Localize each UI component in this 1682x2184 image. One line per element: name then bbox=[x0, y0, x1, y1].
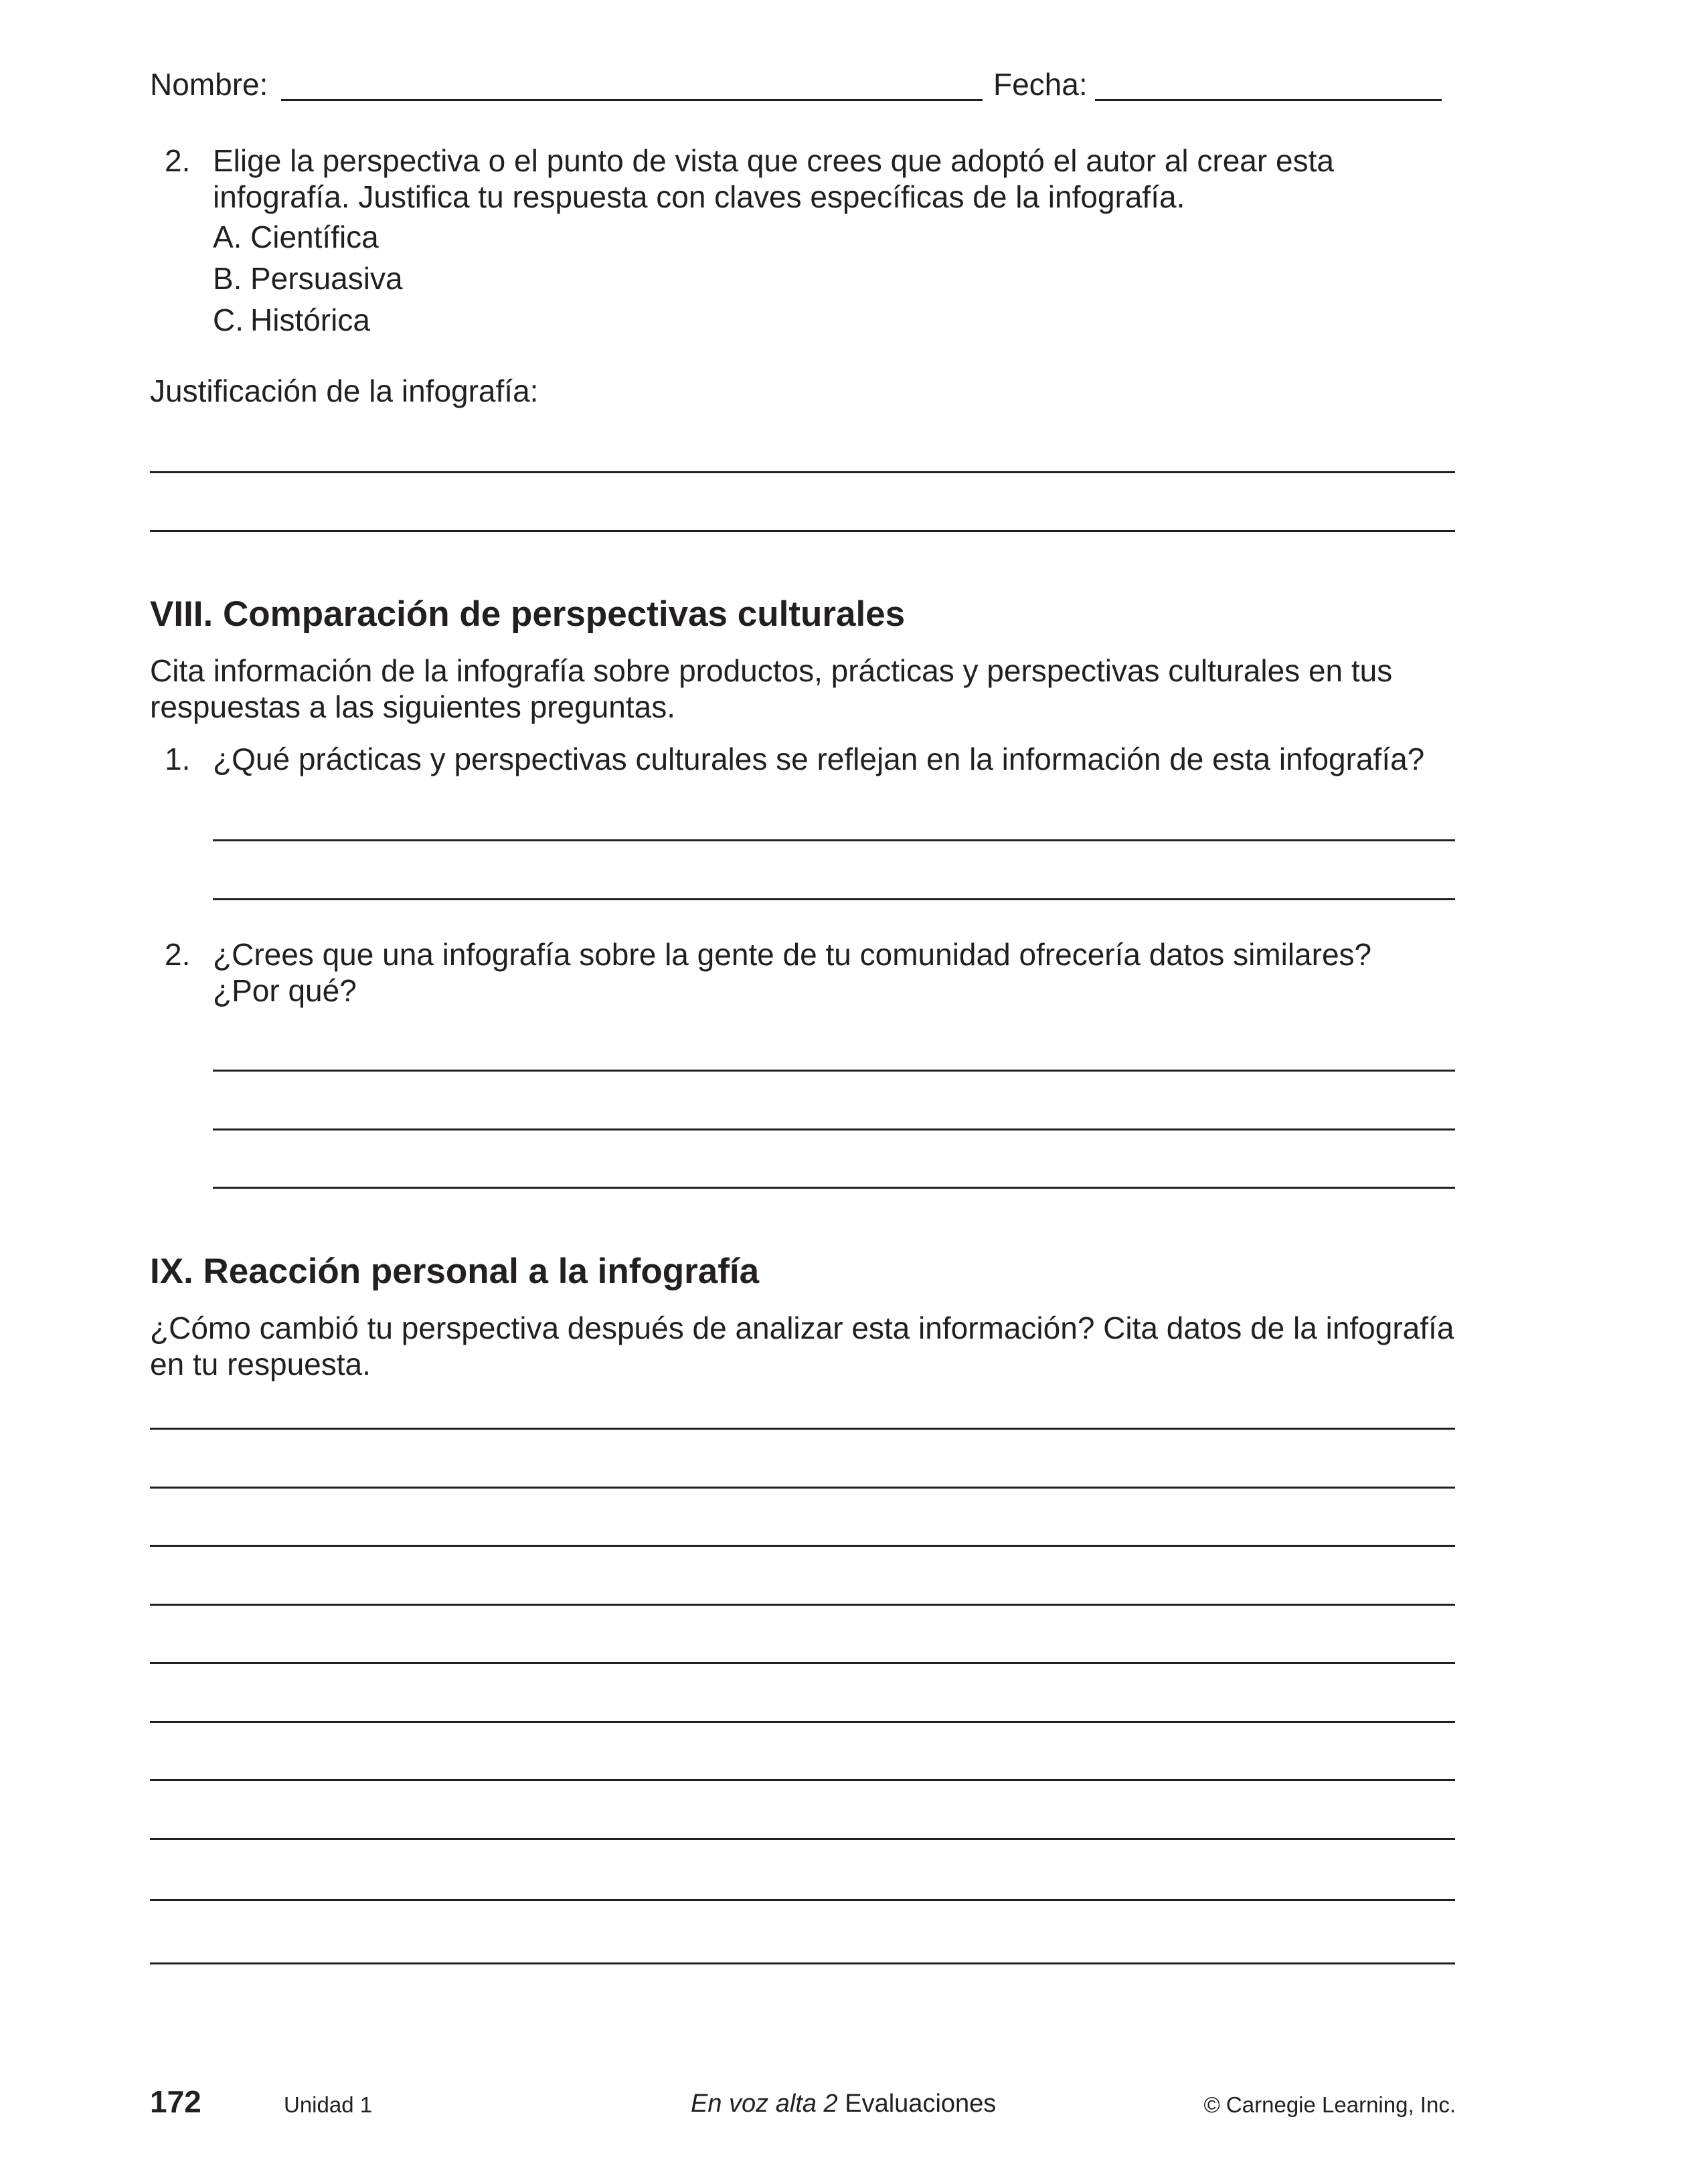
section-intro-line-2: respuestas a las siguientes preguntas. bbox=[150, 689, 676, 724]
answer-line[interactable] bbox=[150, 1428, 1455, 1430]
section-title: VIII. Comparación de perspectivas culturales bbox=[150, 594, 906, 634]
section-title: IX. Reacción personal a la infografía bbox=[150, 1252, 760, 1291]
option-letter: B. bbox=[213, 261, 242, 296]
page-number: 172 bbox=[150, 2084, 201, 2119]
answer-line[interactable] bbox=[213, 898, 1455, 900]
footer-unit: Unidad 1 bbox=[284, 2092, 373, 2117]
question-number: 2. bbox=[165, 937, 191, 972]
answer-line[interactable] bbox=[150, 1604, 1455, 1606]
footer-book bbox=[691, 2088, 996, 2119]
answer-line[interactable] bbox=[150, 1487, 1455, 1489]
question-text-line-1: Elige la perspectiva o el punto de vista que crees que adoptó el autor al crear esta bbox=[213, 143, 1334, 178]
answer-line[interactable] bbox=[150, 1662, 1455, 1664]
answer-line[interactable] bbox=[150, 1721, 1455, 1723]
section-prompt-line-1: ¿Cómo cambió tu perspectiva después de analizar esta información? Cita datos de la infografía bbox=[150, 1311, 1454, 1345]
answer-line[interactable] bbox=[213, 1128, 1455, 1130]
name-field[interactable] bbox=[281, 99, 983, 101]
section-intro-line-1: Cita información de la infografía sobre productos, prácticas y perspectivas culturales en tus bbox=[150, 653, 1393, 688]
name-label: Nombre: bbox=[150, 67, 268, 102]
answer-line[interactable] bbox=[150, 1838, 1455, 1840]
question-number: 1. bbox=[165, 742, 191, 776]
answer-line[interactable] bbox=[150, 1545, 1455, 1547]
question-text: ¿Qué prácticas y perspectivas culturales se reflejan en la información de esta infografía? bbox=[213, 742, 1425, 776]
option-text: Histórica bbox=[250, 303, 370, 337]
answer-line[interactable] bbox=[213, 839, 1455, 841]
justification-label: Justificación de la infografía: bbox=[150, 373, 539, 408]
question-number: 2. bbox=[165, 143, 191, 178]
question-text-line-2: ¿Por qué? bbox=[213, 973, 357, 1008]
answer-line[interactable] bbox=[150, 1899, 1455, 1901]
answer-line[interactable] bbox=[213, 1187, 1455, 1189]
option-letter: A. bbox=[213, 220, 242, 254]
date-label: Fecha: bbox=[993, 67, 1088, 102]
answer-line[interactable] bbox=[150, 471, 1455, 473]
answer-line[interactable] bbox=[150, 530, 1455, 532]
footer-book-subtitle: Evaluaciones bbox=[845, 2090, 997, 2118]
date-field[interactable] bbox=[1095, 99, 1442, 101]
answer-line[interactable] bbox=[213, 1070, 1455, 1072]
option-text: Científica bbox=[250, 220, 379, 254]
option-text: Persuasiva bbox=[250, 261, 403, 296]
option-letter: C. bbox=[213, 303, 244, 337]
question-text-line-2: infografía. Justifica tu respuesta con claves específicas de la infografía. bbox=[213, 179, 1185, 214]
section-prompt-line-2: en tu respuesta. bbox=[150, 1347, 371, 1381]
footer-copyright: © Carnegie Learning, Inc. bbox=[1203, 2092, 1456, 2117]
answer-line[interactable] bbox=[150, 1962, 1455, 1964]
footer-book-title: En voz alta 2 bbox=[691, 2090, 838, 2118]
question-text-line-1: ¿Crees que una infografía sobre la gente de tu comunidad ofrecería datos similares? bbox=[213, 937, 1372, 972]
answer-line[interactable] bbox=[150, 1779, 1455, 1781]
